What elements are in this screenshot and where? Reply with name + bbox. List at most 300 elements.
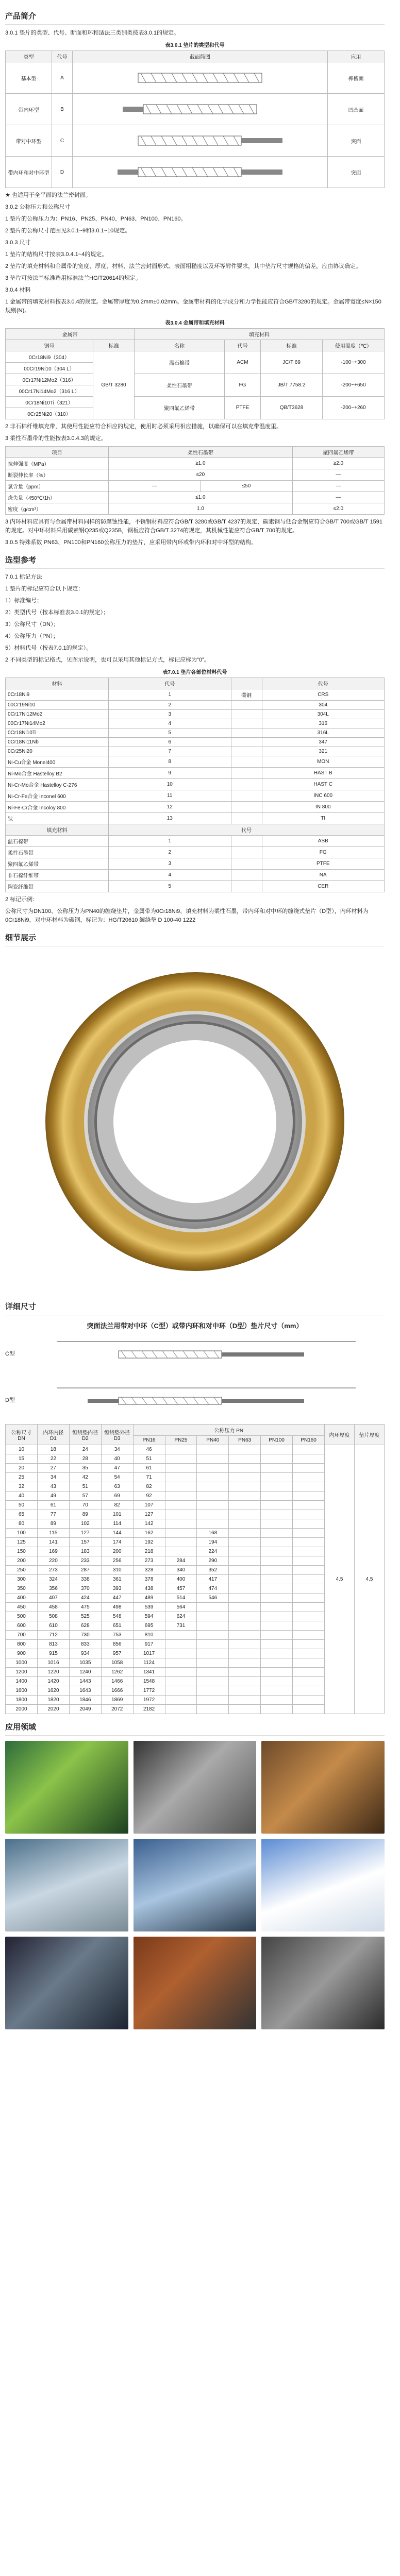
dim-cell: 40 bbox=[6, 1492, 38, 1501]
table-row bbox=[6, 768, 385, 779]
dim-cell bbox=[229, 1594, 261, 1603]
th-diagram: 截面简图 bbox=[73, 51, 328, 62]
metal-grade: 00Cr17Ni14Mo2（316 L） bbox=[6, 385, 93, 397]
th-filler: 填充材料 bbox=[135, 329, 385, 340]
section-diagram-c bbox=[73, 125, 328, 157]
para-303: 3.0.3 尺寸 bbox=[5, 240, 31, 246]
code-cell: MON bbox=[262, 756, 385, 768]
th: 代号 bbox=[262, 678, 385, 689]
type-cell: 基本型 bbox=[6, 62, 52, 94]
dim-cell bbox=[197, 1696, 229, 1705]
application-photo bbox=[134, 1937, 257, 2029]
code-cell: PTFE bbox=[262, 858, 385, 870]
dim-cell: 2072 bbox=[101, 1705, 133, 1714]
dim-cell: 1000 bbox=[6, 1658, 38, 1668]
dim-cell: 142 bbox=[133, 1519, 165, 1529]
dim-cell: 224 bbox=[197, 1547, 229, 1556]
code-cell: 00Cr17Ni14Mo2 bbox=[6, 719, 109, 728]
dim-cell: 1620 bbox=[38, 1686, 70, 1696]
dim-cell: 114 bbox=[101, 1519, 133, 1529]
dim-cell bbox=[261, 1538, 293, 1547]
dim-cell bbox=[293, 1686, 325, 1696]
code-cell: 4 bbox=[109, 870, 231, 881]
dim-cell: 324 bbox=[38, 1575, 70, 1584]
dim-cell: 200 bbox=[101, 1547, 133, 1556]
dim-cell: 46 bbox=[133, 1445, 165, 1454]
dim-cell: 150 bbox=[6, 1547, 38, 1556]
code-cell bbox=[231, 881, 262, 892]
code-cell: 钛 bbox=[6, 813, 109, 824]
dim-cell: 290 bbox=[197, 1556, 229, 1566]
filler-code: PTFE bbox=[225, 397, 261, 419]
dim-cell: 546 bbox=[197, 1594, 229, 1603]
list-item: 2）类型代号（按本标准表3.0.1的规定）； bbox=[5, 609, 109, 616]
dim-cell bbox=[229, 1668, 261, 1677]
dim-cell: 856 bbox=[101, 1640, 133, 1649]
dim-cell: 1666 bbox=[101, 1686, 133, 1696]
prop-cell: ≥2.0 bbox=[292, 458, 384, 469]
th: 代号 bbox=[109, 678, 231, 689]
dim-cell: 352 bbox=[197, 1566, 229, 1575]
para-303-3: 3 垫片可按法兰标准选用标准法兰HG/T20614的规定。 bbox=[5, 275, 142, 281]
dim-cell bbox=[197, 1686, 229, 1696]
th bbox=[231, 678, 262, 689]
code-cell: 10 bbox=[109, 779, 231, 790]
dim-cell bbox=[293, 1556, 325, 1566]
dim-cell: 310 bbox=[101, 1566, 133, 1575]
dim-cell: 1443 bbox=[69, 1677, 101, 1686]
graphite-table bbox=[5, 446, 385, 515]
dim-cell bbox=[229, 1464, 261, 1473]
dim-cell bbox=[197, 1649, 229, 1658]
dim-cell bbox=[197, 1658, 229, 1668]
dim-cell: 82 bbox=[101, 1501, 133, 1510]
dim-cell: 28 bbox=[69, 1454, 101, 1464]
dim-cell: 833 bbox=[69, 1640, 101, 1649]
dim-cell bbox=[261, 1464, 293, 1473]
metal-std: GB/T 3280 bbox=[93, 351, 135, 419]
th: 填充材料 bbox=[6, 824, 109, 836]
section-title-selection: 选型参考 bbox=[5, 550, 385, 569]
code-cell: B bbox=[52, 94, 73, 125]
th-pn: 公称压力 PN bbox=[133, 1425, 324, 1436]
dim-cell bbox=[197, 1668, 229, 1677]
dim-cell: 162 bbox=[133, 1529, 165, 1538]
dim-cell bbox=[261, 1556, 293, 1566]
dim-cell: 1420 bbox=[38, 1677, 70, 1686]
code-cell: D bbox=[52, 157, 73, 188]
dim-cell bbox=[197, 1510, 229, 1519]
table-row bbox=[6, 701, 385, 710]
list-item: 4）公称压力（PN）； bbox=[5, 633, 59, 639]
material-table bbox=[5, 328, 385, 419]
dim-cell bbox=[293, 1649, 325, 1658]
code-cell bbox=[231, 728, 262, 738]
code-cell bbox=[231, 847, 262, 858]
code-cell: 347 bbox=[262, 738, 385, 747]
dim-cell bbox=[261, 1473, 293, 1482]
dim-cell bbox=[165, 1649, 197, 1658]
section-diagram-a bbox=[73, 62, 328, 94]
dim-cell: 651 bbox=[101, 1621, 133, 1631]
code-cell: ASB bbox=[262, 836, 385, 847]
dim-cell bbox=[165, 1631, 197, 1640]
dim-cell: 810 bbox=[133, 1631, 165, 1640]
code-cell: 非石棉纤维带 bbox=[6, 870, 109, 881]
dim-cell: 10 bbox=[6, 1445, 38, 1454]
dim-cell: 92 bbox=[133, 1492, 165, 1501]
th-std2: 标准 bbox=[261, 340, 323, 351]
dim-cell: 915 bbox=[38, 1649, 70, 1658]
dim-cell bbox=[261, 1631, 293, 1640]
th: 材料 bbox=[6, 678, 109, 689]
code-cell: 陶瓷纤维带 bbox=[6, 881, 109, 892]
dim-cell bbox=[229, 1705, 261, 1714]
dim-cell: 450 bbox=[6, 1603, 38, 1612]
code-cell bbox=[231, 813, 262, 824]
dim-cell bbox=[165, 1501, 197, 1510]
dim-cell: 813 bbox=[38, 1640, 70, 1649]
dim-cell: 1400 bbox=[6, 1677, 38, 1686]
dim-cell bbox=[165, 1658, 197, 1668]
code-cell: 13 bbox=[109, 813, 231, 824]
dim-cell: 70 bbox=[69, 1501, 101, 1510]
dim-cell bbox=[293, 1705, 325, 1714]
dim-cell bbox=[165, 1454, 197, 1464]
dim-cell bbox=[261, 1696, 293, 1705]
dim-cell bbox=[165, 1686, 197, 1696]
dim-cell bbox=[229, 1603, 261, 1612]
code-cell: 7 bbox=[109, 747, 231, 756]
code-cell: 316 bbox=[262, 719, 385, 728]
dim-cell bbox=[261, 1454, 293, 1464]
code-cell: 321 bbox=[262, 747, 385, 756]
dim-cell: 2182 bbox=[133, 1705, 165, 1714]
prop-cell: 烧失量（450℃/1h） bbox=[6, 492, 109, 503]
dim-cell bbox=[229, 1621, 261, 1631]
dim-cell: 82 bbox=[133, 1482, 165, 1492]
dim-cell bbox=[165, 1473, 197, 1482]
dim-cell bbox=[165, 1696, 197, 1705]
para-305: 3 内环材料应具有与金属带材料同样的防腐蚀性能，不锈钢材料应符合GB/T 3280或GB/T 4237的规定，碳素钢与低合金钢应符合GB/T 700或GB/T 1591的规定。对中环材料采用碳素钢Q235或Q235B，钢板应符合GB/T 3274的规定，其机械性能应符合GB/T 700的规定。 bbox=[5, 519, 383, 534]
dim-cell bbox=[165, 1510, 197, 1519]
dim-cell: 69 bbox=[101, 1492, 133, 1501]
dim-cell bbox=[229, 1649, 261, 1658]
dim-cell: 610 bbox=[38, 1621, 70, 1631]
table-row bbox=[6, 870, 385, 881]
table-row bbox=[6, 836, 385, 847]
dim-cell bbox=[165, 1640, 197, 1649]
dim-cell bbox=[261, 1575, 293, 1584]
th: 公称尺寸 DN bbox=[6, 1425, 38, 1445]
para-702: 2 标记示例： bbox=[5, 896, 39, 903]
code-cell bbox=[231, 779, 262, 790]
dim-cell: 1600 bbox=[6, 1686, 38, 1696]
section-title-dimensions: 详细尺寸 bbox=[5, 1297, 385, 1315]
prop-cell: 1.0 bbox=[109, 503, 293, 515]
th: PN160 bbox=[293, 1436, 325, 1445]
prop-cell: ≤50 bbox=[201, 481, 292, 492]
dim-cell: 934 bbox=[69, 1649, 101, 1658]
filler-name: 聚四氟乙烯带 bbox=[135, 397, 225, 419]
th-type: 类型 bbox=[6, 51, 52, 62]
code-cell: Ni-Fe-Cr合金 Incoloy 800 bbox=[6, 802, 109, 813]
dim-cell bbox=[165, 1529, 197, 1538]
code-cell: 9 bbox=[109, 768, 231, 779]
dim-cell bbox=[197, 1464, 229, 1473]
dim-cell: 340 bbox=[165, 1566, 197, 1575]
dim-cell: 1240 bbox=[69, 1668, 101, 1677]
filler-std: JC/T 69 bbox=[261, 351, 323, 374]
dim-cell: 89 bbox=[38, 1519, 70, 1529]
dim-cell: 77 bbox=[38, 1510, 70, 1519]
dim-cell: 20 bbox=[6, 1464, 38, 1473]
dim-cell: 1220 bbox=[38, 1668, 70, 1677]
application-photo bbox=[134, 1741, 257, 1834]
dim-cell bbox=[197, 1640, 229, 1649]
dim-cell: 32 bbox=[6, 1482, 38, 1492]
dim-cell bbox=[197, 1621, 229, 1631]
code-cell: 1 bbox=[109, 689, 231, 701]
code-cell: INC 600 bbox=[262, 790, 385, 802]
dim-cell bbox=[261, 1510, 293, 1519]
use-cell: 突面 bbox=[328, 125, 385, 157]
th: 内环厚度 bbox=[325, 1425, 355, 1445]
dim-cell bbox=[197, 1454, 229, 1464]
para-701-1: 1 垫片的标记应符合以下规定： bbox=[5, 586, 84, 592]
dim-cell bbox=[229, 1519, 261, 1529]
prop-cell: ≤20 bbox=[109, 469, 293, 481]
dim-cell: 47 bbox=[101, 1464, 133, 1473]
schematic-c bbox=[5, 1335, 385, 1371]
code-cell: TI bbox=[262, 813, 385, 824]
dim-cell bbox=[229, 1445, 261, 1454]
dim-cell bbox=[261, 1492, 293, 1501]
dim-cell: 1124 bbox=[133, 1658, 165, 1668]
dim-cell: 514 bbox=[165, 1594, 197, 1603]
code-cell bbox=[231, 710, 262, 719]
dim-cell: 1466 bbox=[101, 1677, 133, 1686]
dim-cell bbox=[293, 1547, 325, 1556]
dim-cell: 22 bbox=[38, 1454, 70, 1464]
dim-cell bbox=[229, 1473, 261, 1482]
dim-cell: 34 bbox=[38, 1473, 70, 1482]
prop-cell: — bbox=[292, 469, 384, 481]
dim-cell bbox=[293, 1473, 325, 1482]
table-row bbox=[6, 689, 385, 701]
table-row bbox=[6, 756, 385, 768]
dim-cell: 157 bbox=[69, 1538, 101, 1547]
dim-cell bbox=[197, 1631, 229, 1640]
application-photo bbox=[5, 1741, 128, 1834]
section-title-intro: 产品简介 bbox=[5, 6, 385, 25]
dim-cell bbox=[293, 1621, 325, 1631]
dim-cell bbox=[261, 1705, 293, 1714]
code-cell: 柔性石墨带 bbox=[6, 847, 109, 858]
dim-cell: 1846 bbox=[69, 1696, 101, 1705]
code-cell: 304L bbox=[262, 710, 385, 719]
code-cell: 11 bbox=[109, 790, 231, 802]
th-temp: 使用温度（℃） bbox=[323, 340, 385, 351]
dim-cell bbox=[229, 1482, 261, 1492]
inner-ring-thickness: 4.5 bbox=[325, 1445, 355, 1714]
table-row bbox=[6, 779, 385, 790]
code-cell: IN 800 bbox=[262, 802, 385, 813]
dim-cell: 2000 bbox=[6, 1705, 38, 1714]
dim-cell bbox=[165, 1705, 197, 1714]
filler-std: QB/T3628 bbox=[261, 397, 323, 419]
dim-cell: 508 bbox=[38, 1612, 70, 1621]
dim-cell bbox=[229, 1510, 261, 1519]
code-cell: 2 bbox=[109, 847, 231, 858]
dim-cell: 1016 bbox=[38, 1658, 70, 1668]
dim-cell: 525 bbox=[69, 1612, 101, 1621]
dim-cell: 168 bbox=[197, 1529, 229, 1538]
use-cell: 榫槽面 bbox=[328, 62, 385, 94]
dim-cell bbox=[197, 1445, 229, 1454]
label-c: C型 bbox=[5, 1351, 15, 1357]
code-cell: 316L bbox=[262, 728, 385, 738]
dim-cell: 169 bbox=[38, 1547, 70, 1556]
gasket-photo bbox=[40, 957, 349, 1286]
code-cell: CRS bbox=[262, 689, 385, 701]
prop-cell: 断裂伸长率（%） bbox=[6, 469, 109, 481]
table4-caption: 表7.0.1 垫片各部位材料代号 bbox=[162, 670, 227, 675]
section-diagram-d bbox=[73, 157, 328, 188]
para-305-2: 3.0.5 特殊系数 PN63、PN100和PN160公称压力的垫片，应采用带内环或带内环和对中环型的结构。 bbox=[5, 539, 257, 546]
dim-cell: 256 bbox=[101, 1556, 133, 1566]
application-photo bbox=[261, 1839, 385, 1931]
dim-cell: 218 bbox=[133, 1547, 165, 1556]
dim-cell: 2049 bbox=[69, 1705, 101, 1714]
filler-temp: -200~+650 bbox=[323, 374, 385, 397]
dim-cell: 700 bbox=[6, 1631, 38, 1640]
type-cell: 带内环和对中环型 bbox=[6, 157, 52, 188]
dim-cell: 100 bbox=[6, 1529, 38, 1538]
prop-cell: ≤2.0 bbox=[292, 503, 384, 515]
code-cell: 温石棉带 bbox=[6, 836, 109, 847]
th: 柔性石墨带 bbox=[109, 447, 293, 458]
dim-cell bbox=[229, 1612, 261, 1621]
code-cell: Ni-Cr-Mo合金 Hastelloy C-276 bbox=[6, 779, 109, 790]
dim-cell: 498 bbox=[101, 1603, 133, 1612]
dim-cell bbox=[229, 1640, 261, 1649]
filler-std: JB/T 7758.2 bbox=[261, 374, 323, 397]
table-row bbox=[6, 813, 385, 824]
code-cell bbox=[231, 701, 262, 710]
table-row bbox=[6, 747, 385, 756]
dim-cell bbox=[229, 1566, 261, 1575]
dim-cell: 458 bbox=[38, 1603, 70, 1612]
table-row bbox=[6, 790, 385, 802]
dim-cell bbox=[293, 1510, 325, 1519]
dim-cell: 1341 bbox=[133, 1668, 165, 1677]
dim-cell: 424 bbox=[69, 1594, 101, 1603]
code-cell bbox=[231, 747, 262, 756]
dim-cell bbox=[261, 1621, 293, 1631]
dim-cell: 174 bbox=[101, 1538, 133, 1547]
th-use: 应用 bbox=[328, 51, 385, 62]
dim-cell bbox=[229, 1584, 261, 1594]
dim-cell: 1972 bbox=[133, 1696, 165, 1705]
metal-grade: 00Cr19Ni10（304 L） bbox=[6, 363, 93, 374]
para-701: 7.0.1 标记方法 bbox=[5, 574, 42, 580]
use-cell: 凹凸面 bbox=[328, 94, 385, 125]
dim-cell bbox=[293, 1519, 325, 1529]
code-cell: HAST C bbox=[262, 779, 385, 790]
table1-caption: 表3.0.1 垫片的类型和代号 bbox=[165, 43, 225, 48]
dim-cell: 273 bbox=[133, 1556, 165, 1566]
dim-cell bbox=[197, 1501, 229, 1510]
table2-caption: 表3.0.4 金属带和填充材料 bbox=[165, 320, 225, 326]
dim-cell: 250 bbox=[6, 1566, 38, 1575]
dim-cell bbox=[197, 1603, 229, 1612]
dim-cell bbox=[261, 1547, 293, 1556]
code-cell bbox=[231, 756, 262, 768]
dim-cell: 393 bbox=[101, 1584, 133, 1594]
dim-cell: 594 bbox=[133, 1612, 165, 1621]
dim-cell: 42 bbox=[69, 1473, 101, 1482]
code-cell bbox=[231, 738, 262, 747]
code-cell: 00Cr19Ni10 bbox=[6, 701, 109, 710]
para-303-2: 2 垫片的填充材料和金属带的宽度、厚度、材料、法兰密封面形式、表面粗糙度以及环等附件要求，其中垫片尺寸规格的偏差，应由协议确定。 bbox=[5, 263, 362, 269]
table-row bbox=[6, 710, 385, 719]
code-cell bbox=[231, 719, 262, 728]
dim-cell bbox=[165, 1538, 197, 1547]
dim-cell bbox=[229, 1492, 261, 1501]
dim-cell: 628 bbox=[69, 1621, 101, 1631]
dim-cell bbox=[197, 1492, 229, 1501]
dim-cell bbox=[293, 1631, 325, 1640]
dim-cell bbox=[261, 1445, 293, 1454]
dim-cell: 115 bbox=[38, 1529, 70, 1538]
th: 缠绕垫外径 D3 bbox=[101, 1425, 133, 1445]
dim-cell: 400 bbox=[165, 1575, 197, 1584]
th: 内环内径 D1 bbox=[38, 1425, 70, 1445]
para-302-1: 1 垫片的公称压力为：PN16、PN25、PN40、PN63、PN100、PN160。 bbox=[5, 216, 187, 222]
th-name: 名称 bbox=[135, 340, 225, 351]
dim-cell: 141 bbox=[38, 1538, 70, 1547]
code-cell: 1 bbox=[109, 836, 231, 847]
th-std: 标准 bbox=[93, 340, 135, 351]
th: 缠绕垫内径 D2 bbox=[69, 1425, 101, 1445]
dim-cell bbox=[293, 1501, 325, 1510]
dim-cell: 417 bbox=[197, 1575, 229, 1584]
dim-cell bbox=[261, 1482, 293, 1492]
dim-cell bbox=[293, 1482, 325, 1492]
dim-cell bbox=[229, 1696, 261, 1705]
dim-cell bbox=[197, 1705, 229, 1714]
label-d: D型 bbox=[5, 1397, 15, 1403]
th-code: 代号 bbox=[52, 51, 73, 62]
table-row bbox=[6, 738, 385, 747]
dim-cell: 1800 bbox=[6, 1696, 38, 1705]
prop-cell: ≥1.0 bbox=[109, 458, 293, 469]
th-grade: 钢号 bbox=[6, 340, 93, 351]
dim-cell: 731 bbox=[165, 1621, 197, 1631]
dim-cell bbox=[229, 1677, 261, 1686]
use-cell: 突面 bbox=[328, 157, 385, 188]
dim-cell: 753 bbox=[101, 1631, 133, 1640]
dim-cell: 27 bbox=[38, 1464, 70, 1473]
filler-temp: -100~+300 bbox=[323, 351, 385, 374]
dim-cell: 284 bbox=[165, 1556, 197, 1566]
dim-cell bbox=[165, 1668, 197, 1677]
dim-cell: 63 bbox=[101, 1482, 133, 1492]
marking-example: 公称尺寸为DN100、公称压力为PN40的缠绕垫片，金属带为0Cr18Ni9、填充材料为柔性石墨，带内环和对中环的缠绕式垫片（D型），内环材料为0Cr18Ni9，对中环材料为碳钢，标记为：HG/T20610 缠绕垫 D 100-40 1222 bbox=[5, 908, 369, 923]
code-cell: 5 bbox=[109, 728, 231, 738]
section-title-detail: 细节展示 bbox=[5, 928, 385, 946]
